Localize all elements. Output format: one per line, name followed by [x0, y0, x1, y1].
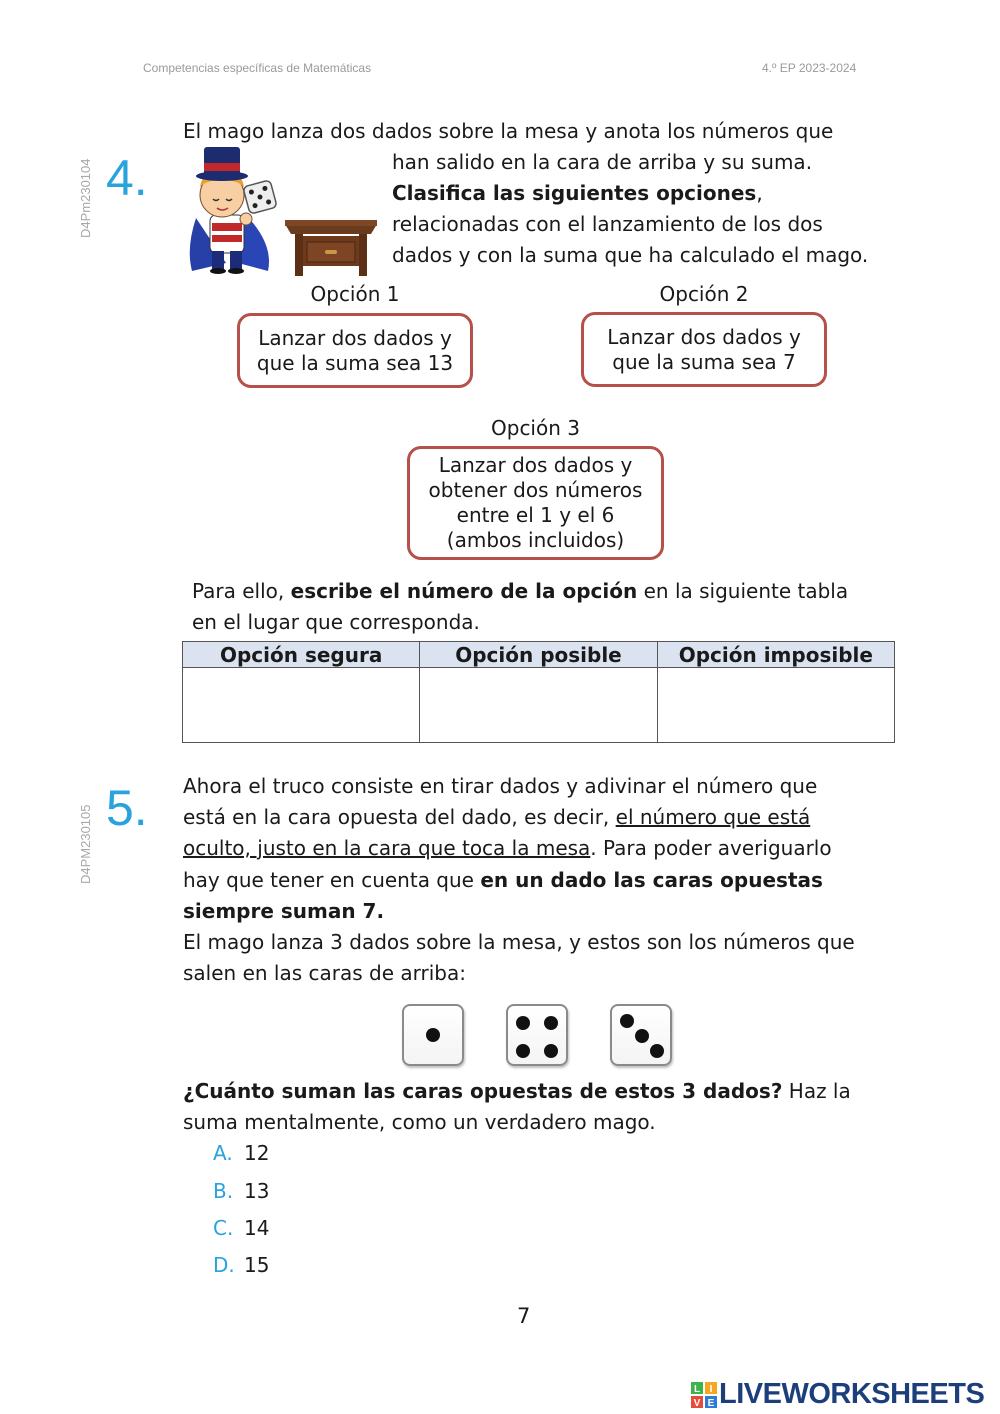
logo-badge-icon	[691, 1382, 717, 1408]
q5-l4-pre: hay que tener en cuenta que	[183, 868, 481, 892]
answer-cell-safe[interactable]	[183, 668, 420, 743]
logo-badge-letter: I	[709, 1383, 713, 1395]
instruction-bold: escribe el número de la opción	[290, 579, 638, 603]
logo-badge-letter: L	[693, 1383, 701, 1395]
q4-text-line: han salido en la cara de arriba y su suma.	[392, 150, 813, 174]
question-number: 5.	[106, 780, 148, 836]
answer-letter: D.	[213, 1253, 235, 1277]
q5-text-line	[183, 896, 384, 927]
q5-text-line	[183, 833, 832, 864]
q5-question-line2: suma mentalmente, como un verdadero mago.	[183, 1110, 656, 1134]
option-1-text: Lanzar dos dados y	[258, 325, 452, 350]
answer-value: 12	[244, 1141, 270, 1165]
logo-badge-letter: V	[693, 1397, 701, 1408]
logo-text: LIVEWORKSHEETS	[719, 1378, 985, 1410]
q5-question-post: Haz la	[782, 1079, 851, 1103]
answer-value: 13	[244, 1179, 270, 1203]
q5-question-bold: ¿Cuánto suman las caras opuestas de estos 3 dados?	[183, 1079, 783, 1103]
answer-option-b[interactable]	[213, 1177, 269, 1205]
option-3-box	[407, 446, 664, 560]
q4-text-line: relacionadas con el lanzamiento de los dos	[392, 212, 823, 236]
question-code: D4PM230105	[78, 804, 93, 884]
q5-l3-post: . Para poder averiguarlo	[590, 836, 832, 860]
answer-option-c[interactable]	[213, 1214, 269, 1242]
q5-text-line	[183, 865, 823, 896]
answer-cell-impossible[interactable]	[657, 668, 894, 743]
header-impossible-option: Opción imposible	[657, 642, 894, 668]
die-pip	[650, 1044, 664, 1058]
option-2-text: Lanzar dos dados y	[607, 324, 801, 349]
q5-text-line: El mago lanza 3 dados sobre la mesa, y estos son los números que	[183, 930, 855, 954]
q5-l2-underlined: el número que está	[615, 805, 811, 829]
header-subject: Competencias específicas de Matemáticas	[143, 61, 372, 75]
option-3-label: Opción 3	[491, 416, 580, 440]
die-pip	[516, 1016, 530, 1030]
answer-letter: B.	[213, 1179, 234, 1203]
liveworksheets-logo[interactable]	[691, 1378, 984, 1411]
answer-cell-possible[interactable]	[420, 668, 657, 743]
q4-text-line: dados y con la suma que ha calculado el mago.	[392, 243, 869, 267]
q5-l2-pre: está en la cara opuesta del dado, es decir,	[183, 805, 616, 829]
q4-instruction	[192, 576, 848, 607]
q5-text-line: Ahora el truco consiste en tirar dados y adivinar el número que	[183, 774, 818, 798]
q4-comma: ,	[756, 181, 763, 205]
q4-instruction-line2: en el lugar que corresponda.	[192, 610, 480, 634]
option-3-text: Lanzar dos dados y	[438, 453, 633, 477]
classification-table	[182, 641, 895, 743]
die-four	[506, 1004, 568, 1066]
page-number: 7	[517, 1304, 531, 1328]
die-pip	[544, 1016, 558, 1030]
die-pip	[426, 1028, 440, 1042]
table-illustration	[285, 218, 377, 276]
q5-question	[183, 1076, 851, 1107]
die-one	[402, 1004, 464, 1066]
magician-illustration	[182, 143, 282, 275]
answer-value: 15	[244, 1253, 270, 1277]
q4-text-line: El mago lanza dos dados sobre la mesa y anota los números que	[183, 119, 834, 143]
option-2-text: que la suma sea 7	[612, 349, 796, 374]
answer-letter: C.	[213, 1216, 234, 1240]
die-pip	[635, 1029, 649, 1043]
option-3-text: entre el 1 y el 6	[456, 503, 615, 527]
q5-text-line	[183, 802, 810, 833]
option-2-label: Opción 2	[659, 282, 749, 306]
die-pip	[544, 1044, 558, 1058]
header-possible-option: Opción posible	[420, 642, 657, 668]
q4-text-line	[392, 178, 763, 209]
die-pip	[620, 1014, 634, 1028]
q4-bold-instruction: Clasifica las siguientes opciones	[392, 181, 757, 205]
option-2-box	[581, 312, 827, 387]
die-pip	[516, 1044, 530, 1058]
instruction-pre: Para ello,	[192, 579, 291, 603]
option-3-text: obtener dos números	[428, 478, 643, 502]
answer-letter: A.	[213, 1141, 233, 1165]
q5-l5-bold: siempre suman 7.	[183, 899, 385, 923]
header-course: 4.º EP 2023-2024	[762, 61, 857, 75]
option-3-text: (ambos incluidos)	[446, 528, 625, 552]
q5-l4-bold: en un dado las caras opuestas	[480, 868, 823, 892]
header-safe-option: Opción segura	[183, 642, 420, 668]
logo-badge-letter: E	[707, 1397, 715, 1408]
answer-value: 14	[244, 1216, 270, 1240]
q5-text-line: salen en las caras de arriba:	[183, 961, 466, 985]
question-code: D4Pm230104	[78, 158, 93, 238]
option-1-label: Opción 1	[310, 282, 400, 306]
die-three	[610, 1004, 672, 1066]
question-number: 4.	[106, 150, 148, 206]
q5-l3-underlined: oculto, justo en la cara que toca la mesa	[183, 836, 591, 860]
answer-option-d[interactable]	[213, 1251, 269, 1279]
answer-option-a[interactable]	[213, 1139, 269, 1167]
option-1-text: que la suma sea 13	[256, 350, 454, 375]
instruction-post: en la siguiente tabla	[637, 579, 849, 603]
option-1-box	[237, 313, 473, 388]
